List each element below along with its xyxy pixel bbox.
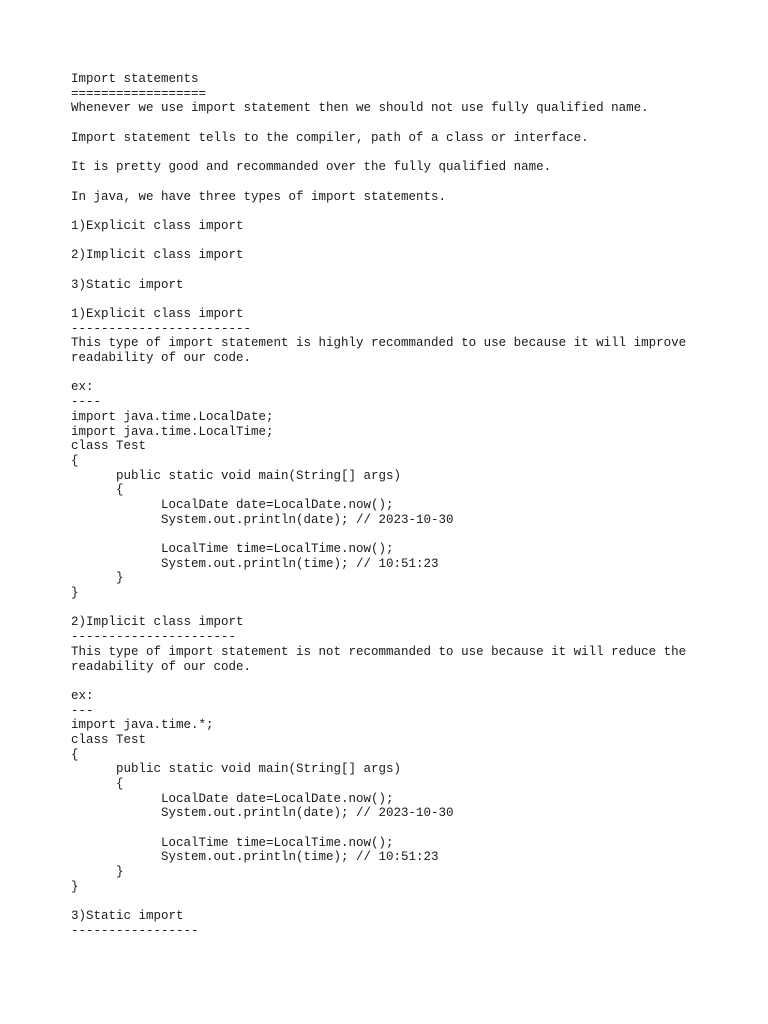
section-underline: ---------------------- <box>71 630 237 645</box>
blank-line <box>71 145 751 160</box>
code-line: { <box>71 747 79 762</box>
code-line: } <box>71 879 79 894</box>
code-line: { <box>71 453 79 468</box>
text-line: Whenever we use import statement then we should not use fully qualified name. <box>71 101 649 116</box>
list-item: 3)Static import <box>71 277 184 292</box>
code-line: LocalDate date=LocalDate.now(); <box>71 791 394 806</box>
text-line: readability of our code. <box>71 351 252 366</box>
blank-line <box>71 895 751 910</box>
code-line: } <box>71 865 124 880</box>
blank-line <box>71 234 751 249</box>
text-line: In java, we have three types of import statements. <box>71 189 447 204</box>
code-line: public static void main(String[] args) <box>71 762 402 777</box>
code-line: } <box>71 571 124 586</box>
text-line: readability of our code. <box>71 659 252 674</box>
code-line: System.out.println(time); // 10:51:23 <box>71 850 439 865</box>
code-line: { <box>71 777 124 791</box>
code-line: class Test <box>71 439 147 454</box>
list-item: 1)Explicit class import <box>71 218 244 233</box>
blank-line <box>71 263 751 278</box>
section-underline: ----------------- <box>71 923 199 938</box>
blank-line <box>71 527 751 542</box>
blank-line <box>71 292 751 307</box>
code-line: import java.time.LocalTime; <box>71 424 274 439</box>
section-underline: ------------------------ <box>71 321 252 336</box>
example-label: ex: <box>71 688 94 703</box>
blank-line <box>71 821 751 836</box>
text-line: Import statement tells to the compiler, path of a class or interface. <box>71 130 589 145</box>
text-line: This type of import statement is highly recommanded to use because it will improve <box>71 336 687 351</box>
code-line: System.out.println(time); // 10:51:23 <box>71 556 439 571</box>
code-line: System.out.println(date); // 2023-10-30 <box>71 512 454 527</box>
title-underline: ================== <box>71 86 207 101</box>
example-label: ex: <box>71 380 94 395</box>
code-line: LocalTime time=LocalTime.now(); <box>71 542 394 556</box>
code-line: import java.time.*; <box>71 718 214 733</box>
blank-line <box>71 601 751 616</box>
code-line: System.out.println(date); // 2023-10-30 <box>71 806 454 821</box>
text-line: This type of import statement is not recommanded to use because it will reduce the <box>71 644 687 659</box>
code-line: } <box>71 586 79 601</box>
blank-line <box>71 116 751 131</box>
code-line: public static void main(String[] args) <box>71 468 402 483</box>
code-line: { <box>71 483 124 498</box>
example-underline: ---- <box>71 395 102 410</box>
blank-line <box>71 204 751 219</box>
code-line: LocalDate date=LocalDate.now(); <box>71 497 394 512</box>
code-line: import java.time.LocalDate; <box>71 409 274 424</box>
blank-line <box>71 674 751 689</box>
blank-line <box>71 366 751 381</box>
section-heading: 3)Static import <box>71 909 184 924</box>
doc-title: Import statements <box>71 72 199 86</box>
example-underline: --- <box>71 703 94 718</box>
document-page <box>71 72 751 939</box>
blank-line <box>71 175 751 190</box>
code-line: LocalTime time=LocalTime.now(); <box>71 835 394 850</box>
section-heading: 2)Implicit class import <box>71 615 244 630</box>
list-item: 2)Implicit class import <box>71 248 244 263</box>
section-heading: 1)Explicit class import <box>71 307 244 321</box>
code-line: class Test <box>71 732 147 747</box>
text-line: It is pretty good and recommanded over the fully qualified name. <box>71 160 552 175</box>
